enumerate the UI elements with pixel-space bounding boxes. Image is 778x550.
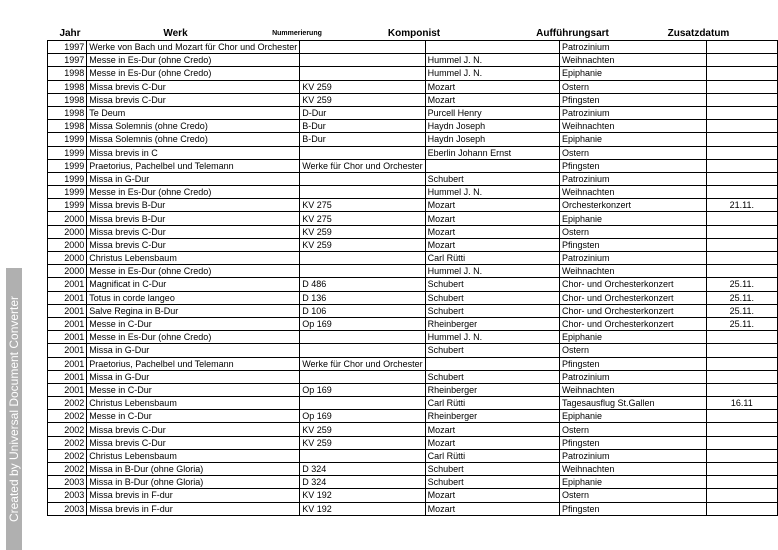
table-row xyxy=(48,502,778,515)
cell-jahr: 2002 xyxy=(48,410,87,423)
cell-komponist: Carl Rütti xyxy=(425,252,559,265)
cell-komponist: Mozart xyxy=(425,199,559,212)
cell-nummerierung: Op 169 xyxy=(300,410,425,423)
cell-auffuehrungsart: Pfingsten xyxy=(559,436,706,449)
table-row xyxy=(48,212,778,225)
cell-auffuehrungsart: Pfingsten xyxy=(559,159,706,172)
cell-zusatzdatum xyxy=(706,436,777,449)
header-werk: Werk xyxy=(163,28,188,39)
cell-komponist: Schubert xyxy=(425,172,559,185)
cell-werk: Missa brevis in F-dur xyxy=(87,502,300,515)
cell-nummerierung xyxy=(300,265,425,278)
cell-werk: Totus in corde langeo xyxy=(87,291,300,304)
cell-auffuehrungsart: Epiphanie xyxy=(559,133,706,146)
cell-komponist: Hummel J. N. xyxy=(425,265,559,278)
table-row xyxy=(48,54,778,67)
cell-auffuehrungsart: Ostern xyxy=(559,489,706,502)
cell-jahr: 1998 xyxy=(48,93,87,106)
cell-nummerierung: Werke für Chor und Orchester xyxy=(300,159,425,172)
cell-nummerierung: D 136 xyxy=(300,291,425,304)
table-row xyxy=(48,331,778,344)
cell-werk: Missa brevis C-Dur xyxy=(87,436,300,449)
cell-auffuehrungsart: Epiphanie xyxy=(559,331,706,344)
cell-jahr: 2001 xyxy=(48,357,87,370)
cell-auffuehrungsart: Chor- und Orchesterkonzert xyxy=(559,317,706,330)
table-row xyxy=(48,317,778,330)
cell-werk: Christus Lebensbaum xyxy=(87,252,300,265)
cell-zusatzdatum xyxy=(706,463,777,476)
cell-auffuehrungsart: Weihnachten xyxy=(559,54,706,67)
cell-jahr: 2003 xyxy=(48,489,87,502)
cell-nummerierung: KV 259 xyxy=(300,225,425,238)
cell-komponist: Schubert xyxy=(425,291,559,304)
cell-werk: Christus Lebensbaum xyxy=(87,397,300,410)
cell-komponist: Mozart xyxy=(425,502,559,515)
cell-nummerierung xyxy=(300,449,425,462)
cell-komponist: Mozart xyxy=(425,238,559,251)
cell-werk: Messe in C-Dur xyxy=(87,383,300,396)
repertoire-table xyxy=(47,40,778,516)
cell-nummerierung xyxy=(300,370,425,383)
cell-komponist: Haydn Joseph xyxy=(425,133,559,146)
cell-zusatzdatum xyxy=(706,80,777,93)
cell-zusatzdatum xyxy=(706,238,777,251)
cell-komponist: Schubert xyxy=(425,463,559,476)
cell-werk: Messe in C-Dur xyxy=(87,317,300,330)
cell-jahr: 1998 xyxy=(48,120,87,133)
cell-komponist: Hummel J. N. xyxy=(425,331,559,344)
cell-werk: Missa in B-Dur (ohne Gloria) xyxy=(87,463,300,476)
cell-zusatzdatum xyxy=(706,172,777,185)
cell-werk: Messe in Es-Dur (ohne Credo) xyxy=(87,54,300,67)
cell-werk: Missa Solemnis (ohne Credo) xyxy=(87,133,300,146)
cell-komponist: Schubert xyxy=(425,278,559,291)
cell-werk: Magnificat in C-Dur xyxy=(87,278,300,291)
table-row xyxy=(48,278,778,291)
cell-jahr: 2000 xyxy=(48,225,87,238)
cell-auffuehrungsart: Epiphanie xyxy=(559,67,706,80)
table-row xyxy=(48,436,778,449)
cell-komponist: Mozart xyxy=(425,489,559,502)
cell-komponist xyxy=(425,159,559,172)
cell-jahr: 2000 xyxy=(48,252,87,265)
cell-nummerierung xyxy=(300,172,425,185)
cell-jahr: 2002 xyxy=(48,463,87,476)
cell-werk: Te Deum xyxy=(87,106,300,119)
cell-zusatzdatum xyxy=(706,67,777,80)
cell-jahr: 2001 xyxy=(48,370,87,383)
cell-werk: Praetorius, Pachelbel und Telemann xyxy=(87,159,300,172)
cell-werk: Missa in G-Dur xyxy=(87,344,300,357)
cell-komponist: Carl Rütti xyxy=(425,397,559,410)
cell-nummerierung: Op 169 xyxy=(300,317,425,330)
cell-werk: Messe in Es-Dur (ohne Credo) xyxy=(87,265,300,278)
cell-komponist xyxy=(425,41,559,54)
table-row xyxy=(48,172,778,185)
cell-zusatzdatum xyxy=(706,186,777,199)
cell-jahr: 2001 xyxy=(48,331,87,344)
table-row xyxy=(48,120,778,133)
cell-jahr: 1999 xyxy=(48,199,87,212)
header-nummerierung: Nummerierung xyxy=(272,30,322,37)
cell-auffuehrungsart: Weihnachten xyxy=(559,383,706,396)
cell-jahr: 1997 xyxy=(48,41,87,54)
table-row xyxy=(48,186,778,199)
cell-auffuehrungsart: Weihnachten xyxy=(559,463,706,476)
table-row xyxy=(48,357,778,370)
cell-auffuehrungsart: Epiphanie xyxy=(559,476,706,489)
cell-zusatzdatum xyxy=(706,370,777,383)
table-row xyxy=(48,463,778,476)
cell-nummerierung: KV 259 xyxy=(300,80,425,93)
table-row xyxy=(48,225,778,238)
table-row xyxy=(48,370,778,383)
cell-auffuehrungsart: Weihnachten xyxy=(559,265,706,278)
cell-werk: Christus Lebensbaum xyxy=(87,449,300,462)
cell-zusatzdatum xyxy=(706,331,777,344)
cell-jahr: 2001 xyxy=(48,317,87,330)
cell-jahr: 2002 xyxy=(48,423,87,436)
table-row xyxy=(48,133,778,146)
table-row xyxy=(48,397,778,410)
cell-jahr: 1998 xyxy=(48,67,87,80)
cell-jahr: 2001 xyxy=(48,344,87,357)
cell-komponist: Rheinberger xyxy=(425,383,559,396)
cell-jahr: 1998 xyxy=(48,106,87,119)
cell-zusatzdatum xyxy=(706,410,777,423)
cell-zusatzdatum xyxy=(706,383,777,396)
cell-nummerierung: D 486 xyxy=(300,278,425,291)
cell-nummerierung: KV 192 xyxy=(300,502,425,515)
cell-jahr: 1999 xyxy=(48,186,87,199)
cell-auffuehrungsart: Pfingsten xyxy=(559,93,706,106)
cell-werk: Salve Regina in B-Dur xyxy=(87,304,300,317)
watermark xyxy=(6,268,22,550)
cell-nummerierung: D 324 xyxy=(300,463,425,476)
cell-komponist: Purcell Henry xyxy=(425,106,559,119)
cell-auffuehrungsart: Ostern xyxy=(559,225,706,238)
cell-komponist xyxy=(425,357,559,370)
cell-auffuehrungsart: Ostern xyxy=(559,423,706,436)
cell-werk: Missa in G-Dur xyxy=(87,370,300,383)
cell-auffuehrungsart: Patrozinium xyxy=(559,106,706,119)
cell-jahr: 2000 xyxy=(48,265,87,278)
table-row xyxy=(48,93,778,106)
cell-auffuehrungsart: Patrozinium xyxy=(559,252,706,265)
cell-auffuehrungsart: Patrozinium xyxy=(559,449,706,462)
table-row xyxy=(48,423,778,436)
cell-komponist: Mozart xyxy=(425,93,559,106)
cell-jahr: 2000 xyxy=(48,212,87,225)
cell-zusatzdatum xyxy=(706,212,777,225)
cell-nummerierung: Werke für Chor und Orchester xyxy=(300,357,425,370)
cell-nummerierung: D 106 xyxy=(300,304,425,317)
table-row xyxy=(48,199,778,212)
cell-zusatzdatum: 25.11. xyxy=(706,278,777,291)
header-zusatzdatum: Zusatzdatum xyxy=(667,28,730,39)
cell-zusatzdatum xyxy=(706,93,777,106)
cell-komponist: Hummel J. N. xyxy=(425,67,559,80)
cell-jahr: 1998 xyxy=(48,80,87,93)
cell-auffuehrungsart: Chor- und Orchesterkonzert xyxy=(559,304,706,317)
cell-zusatzdatum xyxy=(706,489,777,502)
cell-komponist: Mozart xyxy=(425,212,559,225)
header-jahr: Jahr xyxy=(59,28,81,39)
table-row xyxy=(48,146,778,159)
cell-werk: Missa brevis C-Dur xyxy=(87,80,300,93)
cell-nummerierung xyxy=(300,54,425,67)
cell-nummerierung: D-Dur xyxy=(300,106,425,119)
cell-zusatzdatum xyxy=(706,252,777,265)
cell-zusatzdatum xyxy=(706,476,777,489)
cell-werk: Messe in Es-Dur (ohne Credo) xyxy=(87,186,300,199)
cell-zusatzdatum: 16.11 xyxy=(706,397,777,410)
cell-jahr: 1999 xyxy=(48,133,87,146)
cell-komponist: Schubert xyxy=(425,304,559,317)
header-auffuehrungsart: Aufführungsart xyxy=(536,28,609,39)
cell-auffuehrungsart: Ostern xyxy=(559,146,706,159)
cell-komponist: Mozart xyxy=(425,436,559,449)
cell-zusatzdatum xyxy=(706,357,777,370)
table-row xyxy=(48,265,778,278)
cell-nummerierung: KV 259 xyxy=(300,238,425,251)
cell-nummerierung: KV 192 xyxy=(300,489,425,502)
cell-auffuehrungsart: Chor- und Orchesterkonzert xyxy=(559,291,706,304)
cell-zusatzdatum xyxy=(706,225,777,238)
cell-komponist: Rheinberger xyxy=(425,410,559,423)
cell-zusatzdatum xyxy=(706,265,777,278)
table-row xyxy=(48,80,778,93)
cell-zusatzdatum: 21.11. xyxy=(706,199,777,212)
cell-auffuehrungsart: Patrozinium xyxy=(559,41,706,54)
table-row xyxy=(48,106,778,119)
table-row xyxy=(48,41,778,54)
cell-nummerierung: KV 275 xyxy=(300,199,425,212)
cell-auffuehrungsart: Pfingsten xyxy=(559,502,706,515)
table-row xyxy=(48,238,778,251)
cell-zusatzdatum xyxy=(706,146,777,159)
cell-nummerierung xyxy=(300,252,425,265)
cell-nummerierung xyxy=(300,41,425,54)
cell-nummerierung xyxy=(300,344,425,357)
cell-auffuehrungsart: Pfingsten xyxy=(559,238,706,251)
cell-nummerierung xyxy=(300,146,425,159)
cell-werk: Missa brevis C-Dur xyxy=(87,423,300,436)
table-row xyxy=(48,449,778,462)
table-row xyxy=(48,489,778,502)
cell-zusatzdatum xyxy=(706,41,777,54)
cell-komponist: Rheinberger xyxy=(425,317,559,330)
cell-jahr: 2000 xyxy=(48,238,87,251)
table-row xyxy=(48,344,778,357)
cell-nummerierung: B-Dur xyxy=(300,120,425,133)
cell-nummerierung xyxy=(300,186,425,199)
cell-zusatzdatum xyxy=(706,159,777,172)
cell-komponist: Haydn Joseph xyxy=(425,120,559,133)
cell-werk: Missa brevis C-Dur xyxy=(87,238,300,251)
cell-werk: Missa brevis in C xyxy=(87,146,300,159)
cell-auffuehrungsart: Pfingsten xyxy=(559,357,706,370)
cell-komponist: Schubert xyxy=(425,370,559,383)
cell-auffuehrungsart: Orchesterkonzert xyxy=(559,199,706,212)
cell-zusatzdatum: 25.11. xyxy=(706,304,777,317)
cell-werk: Missa in G-Dur xyxy=(87,172,300,185)
cell-werk: Missa brevis B-Dur xyxy=(87,199,300,212)
cell-zusatzdatum: 25.11. xyxy=(706,291,777,304)
cell-jahr: 2001 xyxy=(48,383,87,396)
cell-auffuehrungsart: Chor- und Orchesterkonzert xyxy=(559,278,706,291)
cell-werk: Missa Solemnis (ohne Credo) xyxy=(87,120,300,133)
cell-zusatzdatum xyxy=(706,54,777,67)
cell-werk: Werke von Bach und Mozart für Chor und Orchester xyxy=(87,41,300,54)
cell-komponist: Hummel J. N. xyxy=(425,186,559,199)
table-row xyxy=(48,304,778,317)
cell-auffuehrungsart: Weihnachten xyxy=(559,120,706,133)
header-komponist: Komponist xyxy=(387,28,441,39)
cell-zusatzdatum xyxy=(706,106,777,119)
cell-jahr: 2001 xyxy=(48,278,87,291)
cell-jahr: 1999 xyxy=(48,172,87,185)
cell-komponist: Mozart xyxy=(425,423,559,436)
cell-jahr: 2001 xyxy=(48,291,87,304)
cell-nummerierung xyxy=(300,397,425,410)
cell-auffuehrungsart: Patrozinium xyxy=(559,370,706,383)
cell-komponist: Carl Rütti xyxy=(425,449,559,462)
cell-nummerierung: KV 259 xyxy=(300,93,425,106)
cell-werk: Messe in Es-Dur (ohne Credo) xyxy=(87,331,300,344)
cell-jahr: 2001 xyxy=(48,304,87,317)
cell-auffuehrungsart: Weihnachten xyxy=(559,186,706,199)
cell-nummerierung xyxy=(300,331,425,344)
cell-komponist: Mozart xyxy=(425,225,559,238)
table-row xyxy=(48,67,778,80)
cell-jahr: 1999 xyxy=(48,159,87,172)
cell-jahr: 2002 xyxy=(48,449,87,462)
cell-jahr: 2003 xyxy=(48,476,87,489)
table-row xyxy=(48,383,778,396)
cell-jahr: 2002 xyxy=(48,436,87,449)
cell-nummerierung: D 324 xyxy=(300,476,425,489)
cell-zusatzdatum xyxy=(706,423,777,436)
table-row xyxy=(48,291,778,304)
cell-werk: Missa brevis in F-dur xyxy=(87,489,300,502)
cell-nummerierung: KV 259 xyxy=(300,436,425,449)
watermark-text: Created by Universal Document Converter xyxy=(7,295,21,523)
table-body xyxy=(48,41,778,516)
cell-auffuehrungsart: Epiphanie xyxy=(559,410,706,423)
cell-jahr: 2002 xyxy=(48,397,87,410)
cell-komponist: Hummel J. N. xyxy=(425,54,559,67)
cell-werk: Missa brevis C-Dur xyxy=(87,225,300,238)
cell-nummerierung: B-Dur xyxy=(300,133,425,146)
cell-auffuehrungsart: Ostern xyxy=(559,344,706,357)
cell-werk: Praetorius, Pachelbel und Telemann xyxy=(87,357,300,370)
cell-werk: Messe in C-Dur xyxy=(87,410,300,423)
cell-jahr: 1997 xyxy=(48,54,87,67)
cell-zusatzdatum xyxy=(706,502,777,515)
cell-jahr: 2003 xyxy=(48,502,87,515)
cell-auffuehrungsart: Tagesausflug St.Gallen xyxy=(559,397,706,410)
cell-komponist: Eberlin Johann Ernst xyxy=(425,146,559,159)
cell-werk: Missa brevis C-Dur xyxy=(87,93,300,106)
cell-werk: Messe in Es-Dur (ohne Credo) xyxy=(87,67,300,80)
cell-zusatzdatum xyxy=(706,344,777,357)
cell-zusatzdatum: 25.11. xyxy=(706,317,777,330)
cell-zusatzdatum xyxy=(706,449,777,462)
cell-werk: Missa in B-Dur (ohne Gloria) xyxy=(87,476,300,489)
cell-auffuehrungsart: Ostern xyxy=(559,80,706,93)
cell-nummerierung xyxy=(300,67,425,80)
cell-nummerierung: KV 259 xyxy=(300,423,425,436)
cell-zusatzdatum xyxy=(706,120,777,133)
cell-komponist: Mozart xyxy=(425,80,559,93)
cell-jahr: 1999 xyxy=(48,146,87,159)
cell-zusatzdatum xyxy=(706,133,777,146)
cell-nummerierung: Op 169 xyxy=(300,383,425,396)
table-row xyxy=(48,159,778,172)
cell-auffuehrungsart: Patrozinium xyxy=(559,172,706,185)
cell-komponist: Schubert xyxy=(425,476,559,489)
table-row xyxy=(48,476,778,489)
cell-komponist: Schubert xyxy=(425,344,559,357)
cell-auffuehrungsart: Epiphanie xyxy=(559,212,706,225)
cell-werk: Missa brevis B-Dur xyxy=(87,212,300,225)
table-row xyxy=(48,410,778,423)
cell-nummerierung: KV 275 xyxy=(300,212,425,225)
table-row xyxy=(48,252,778,265)
